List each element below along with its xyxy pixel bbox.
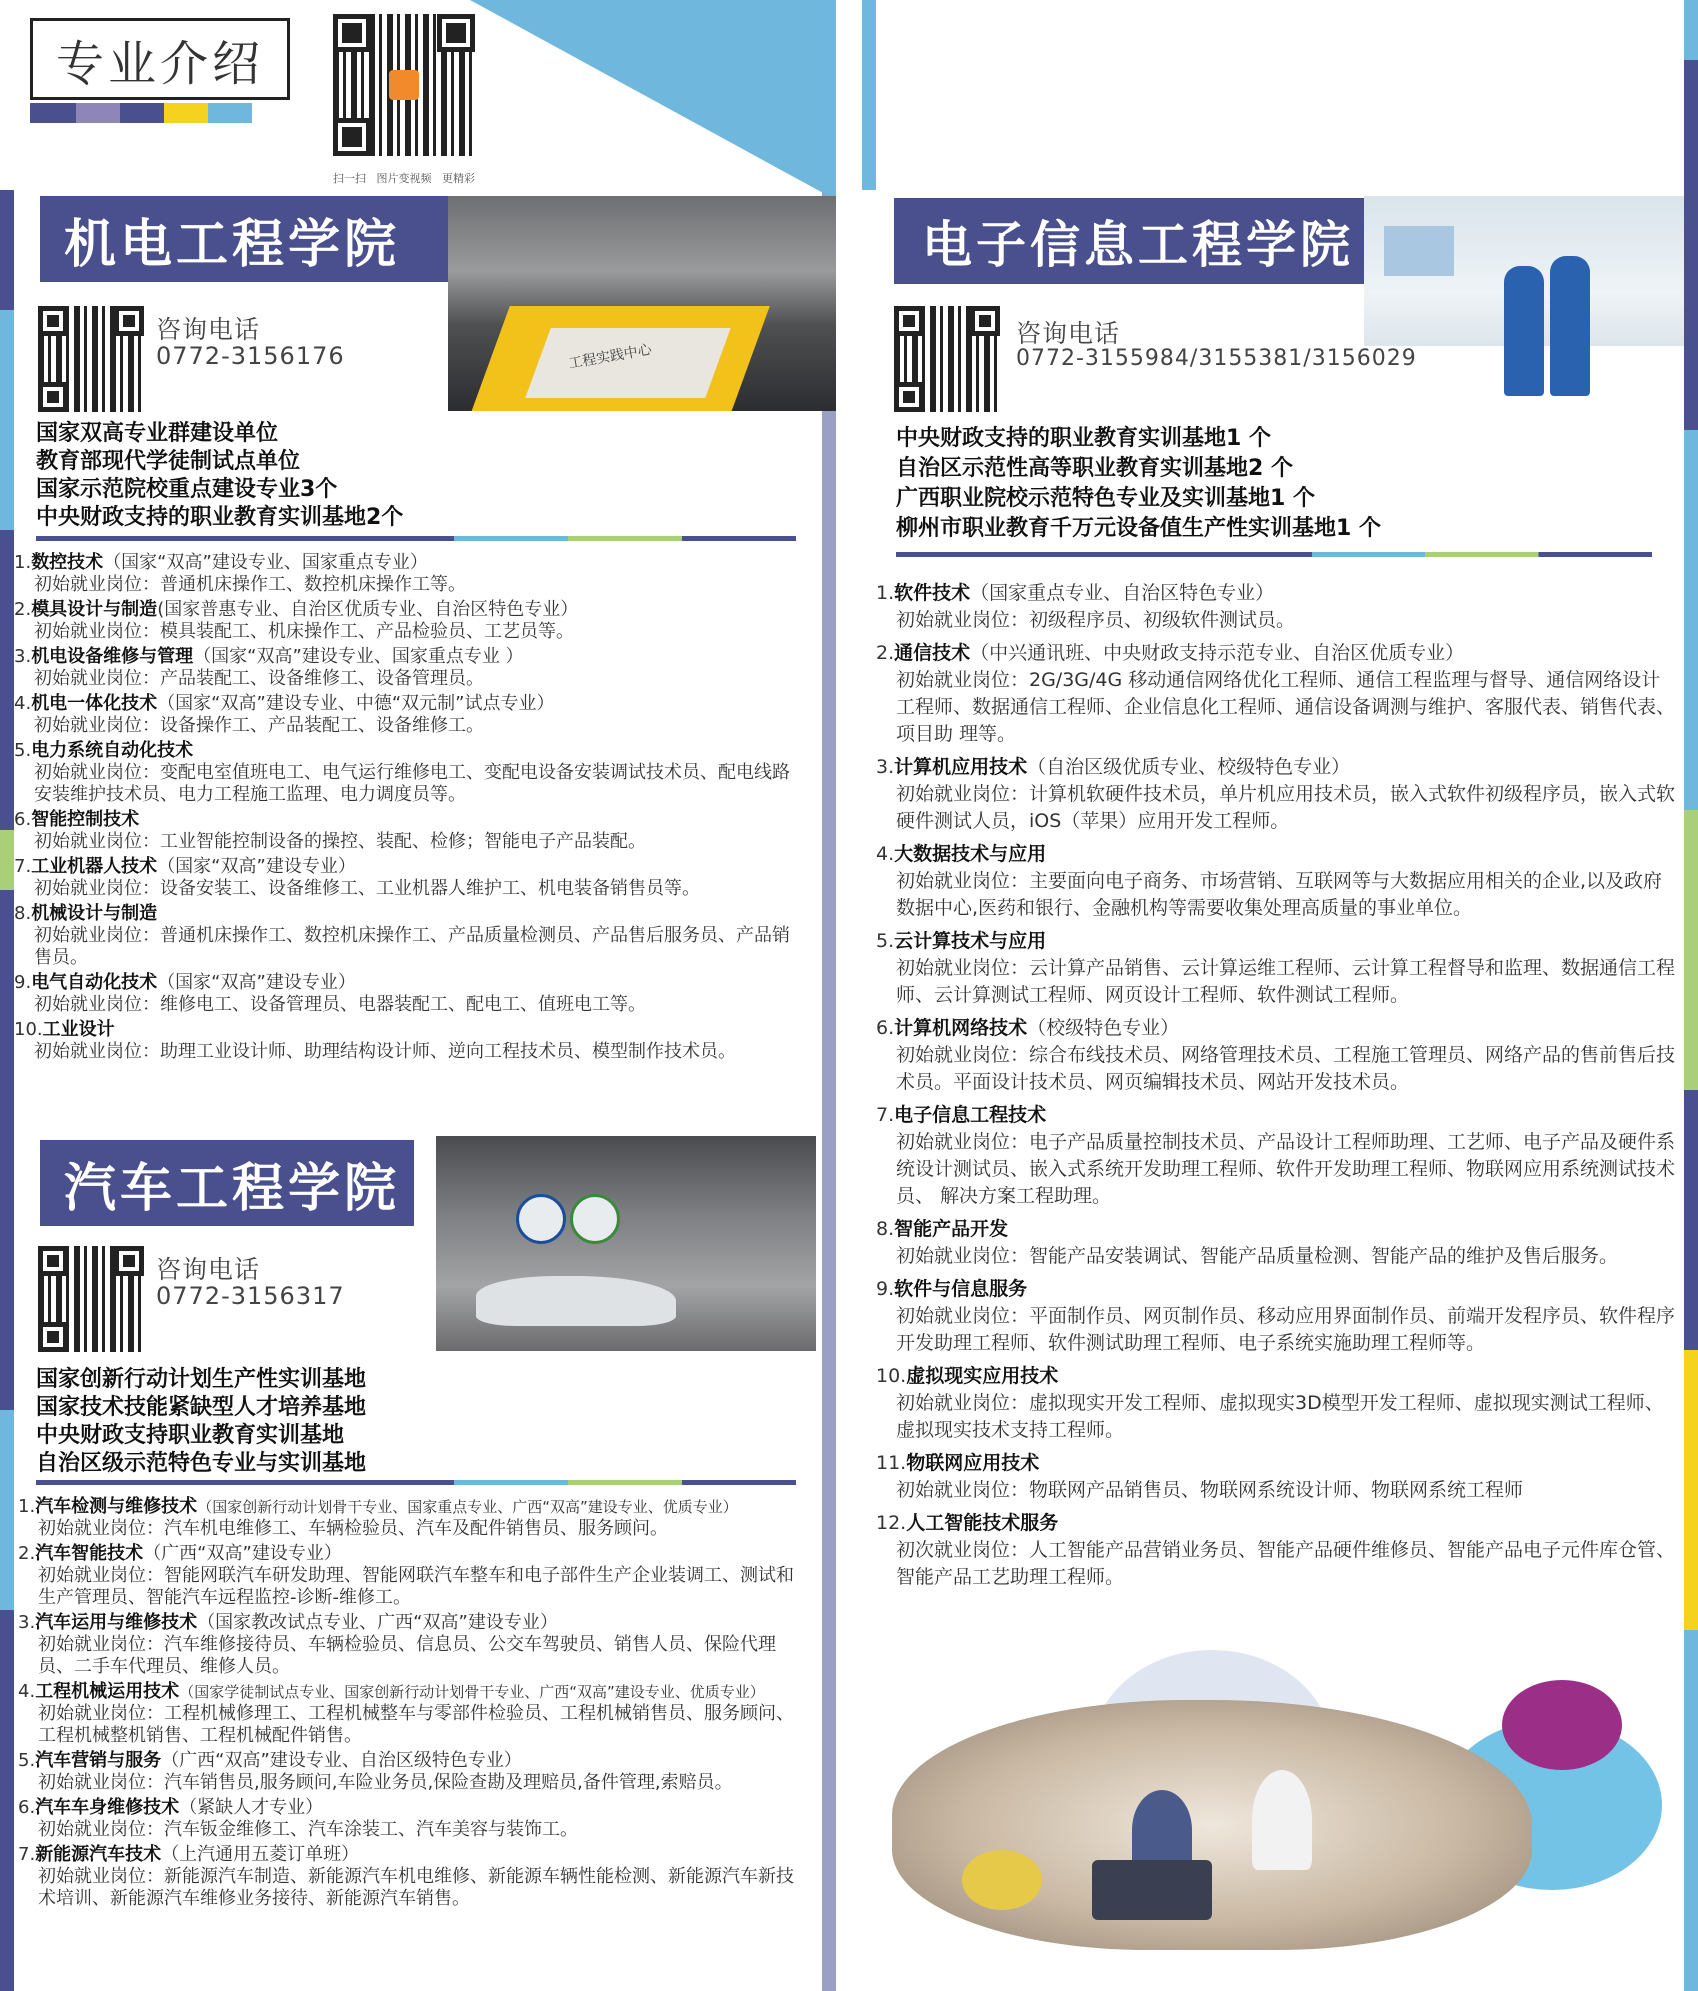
photo-sign: 工程实践中心 <box>567 341 653 373</box>
edge-stripe <box>1684 60 1698 430</box>
program-name: 新能源汽车技术 <box>35 1844 162 1865</box>
program-item <box>14 809 804 853</box>
video-qr-code[interactable] <box>333 14 475 156</box>
skoda-logo-icon <box>570 1194 620 1244</box>
left-column <box>0 0 836 1991</box>
program-item <box>18 1612 808 1678</box>
program-note: （紧缺人才专业） <box>179 1797 324 1818</box>
program-jobs: 初始就业岗位：虚拟现实开发工程师、虚拟现实3D模型开发工程师、虚拟现实测试工程师、虚拟现实技术支持工程师。 <box>896 1392 1664 1441</box>
edge-stripe <box>862 0 876 190</box>
program-item <box>18 1543 808 1609</box>
program-name: 电气自动化技术 <box>31 972 158 993</box>
program-note: （国家“双高”建设专业、国家重点专业） <box>103 552 428 573</box>
program-note: （中兴通讯班、中央财政支持示范专业、自治区优质专业） <box>970 642 1465 664</box>
edge-stripe <box>822 190 836 1991</box>
program-note: （国家教改试点专业、广西“双高”建设专业） <box>197 1612 558 1633</box>
photo-screen <box>1384 226 1454 276</box>
program-item <box>876 1510 1676 1591</box>
edge-stripe <box>0 830 14 890</box>
photo-person <box>1550 256 1590 396</box>
color-bar <box>76 103 120 123</box>
program-name: 软件与信息服务 <box>894 1278 1028 1300</box>
program-number: 2. <box>14 599 32 620</box>
program-name: 工业机器人技术 <box>31 856 158 877</box>
program-number: 7. <box>14 856 32 877</box>
highlight-item: 柳州市职业教育千万元设备值生产性实训基地1 个 <box>896 516 1381 541</box>
program-heading <box>14 552 804 574</box>
program-heading <box>14 1019 804 1041</box>
program-item <box>876 1216 1676 1270</box>
program-number: 9. <box>14 972 32 993</box>
qiche-college-title: 汽车工程学院 <box>40 1140 414 1226</box>
edge-stripe <box>0 530 14 830</box>
program-name: 模具设计与制造 <box>31 599 158 620</box>
program-name: 通信技术 <box>894 642 971 664</box>
photo-person <box>1252 1770 1312 1870</box>
program-item <box>14 856 804 900</box>
program-jobs: 初始就业岗位：2G/3G/4G 移动通信网络优化工程师、通信工程监理与督导、通信网络设计工程师、数据通信工程师、企业信息化工程师、通信设备调测与维护、客服代表、销售代表、项目助 理等。 <box>896 669 1676 745</box>
program-item <box>14 972 804 1016</box>
program-note: （国家重点专业、自治区特色专业） <box>970 582 1275 604</box>
program-note: （国家“双高”建设专业） <box>157 972 356 993</box>
program-number: 3. <box>18 1612 36 1633</box>
dianzi-photo <box>1364 196 1684 411</box>
qiche-program-list <box>18 1496 808 1913</box>
program-name: 汽车运用与维修技术 <box>35 1612 198 1633</box>
program-number: 1. <box>14 552 32 573</box>
program-jobs: 初始就业岗位：普通机床操作工、数控机床操作工、产品质量检测员、产品售后服务员、产品销售员。 <box>34 925 790 968</box>
edge-stripe <box>0 1610 14 1991</box>
program-jobs: 初始就业岗位：汽车钣金维修工、汽车涂装工、汽车美容与装饰工。 <box>38 1819 578 1840</box>
program-name: 智能产品开发 <box>894 1218 1009 1240</box>
dianzi-phone-label: 咨询电话 <box>1016 319 1121 348</box>
edge-stripe <box>1684 1630 1698 1991</box>
edge-stripe <box>1684 810 1698 1090</box>
program-number: 5. <box>14 740 32 761</box>
program-heading <box>876 1102 1676 1129</box>
program-item <box>14 599 804 643</box>
edge-stripe <box>1684 1350 1698 1630</box>
program-item <box>876 754 1676 835</box>
section-divider <box>896 552 1652 557</box>
program-jobs: 初始就业岗位：云计算产品销售、云计算运维工程师、云计算工程督导和监理、数据通信工程 师、云计算测试工程师、网页设计工程师、软件测试工程师。 <box>896 957 1676 1006</box>
program-name: 汽车智能技术 <box>35 1543 144 1564</box>
program-name: 机电设备维修与管理 <box>31 646 194 667</box>
dianzi-college-title: 电子信息工程学院 <box>894 198 1372 284</box>
program-note: （自治区级优质专业、校级特色专业） <box>1027 756 1351 778</box>
gutter <box>836 0 862 1991</box>
program-jobs: 初始就业岗位：模具装配工、机床操作工、产品检验员、工艺员等。 <box>34 621 574 642</box>
program-name: 云计算技术与应用 <box>894 930 1047 952</box>
photo-person <box>1504 266 1544 396</box>
program-name: 物联网应用技术 <box>906 1452 1040 1474</box>
program-number: 8. <box>14 903 32 924</box>
program-name: 电力系统自动化技术 <box>31 740 194 761</box>
edge-stripe <box>0 890 14 1410</box>
program-heading <box>18 1797 808 1819</box>
photo-flowers <box>962 1850 1042 1910</box>
program-item <box>14 552 804 596</box>
program-jobs: 初始就业岗位：计算机软硬件技术员，单片机应用技术员，嵌入式软件初级程序员，嵌入式软 硬件测试人员，iOS（苹果）应用开发工程师。 <box>896 783 1676 832</box>
program-heading <box>876 1276 1676 1303</box>
program-heading <box>876 580 1676 607</box>
program-number: 4. <box>18 1681 36 1702</box>
program-number: 9. <box>876 1278 895 1300</box>
program-number: 6. <box>18 1797 36 1818</box>
program-item <box>876 1450 1676 1504</box>
program-heading <box>876 1450 1676 1477</box>
students-photo <box>892 1700 1532 1950</box>
program-name: 人工智能技术服务 <box>906 1512 1059 1534</box>
car-shape <box>476 1276 676 1326</box>
program-jobs: 初始就业岗位：电子产品质量控制技术员、产品设计工程师助理、工艺师、电子产品及硬件系 统设计测试员、嵌入式系统开发助理工程师、软件开发助理工程师、物联网应用系统测试技术员、 解决方案工程助理。 <box>896 1131 1676 1207</box>
program-number: 2. <box>876 642 895 664</box>
program-name: 工程机械运用技术 <box>35 1681 180 1702</box>
program-heading <box>14 740 804 762</box>
program-note: （上汽通用五菱订单班） <box>161 1844 360 1865</box>
highlight-item: 中央财政支持的职业教育实训基地2个 <box>36 505 404 530</box>
jidian-photo <box>448 196 836 411</box>
program-heading <box>876 1015 1676 1042</box>
program-name: 汽车车身维修技术 <box>35 1797 180 1818</box>
program-jobs: 初始就业岗位：智能网联汽车研发助理、智能网联汽车整车和电子部件生产企业装调工、测试和生产管理员、智能汽车远程监控-诊断-维修工。 <box>38 1565 794 1608</box>
qiche-photo <box>436 1136 816 1351</box>
jidian-phone-label: 咨询电话 <box>156 315 261 344</box>
section-divider <box>36 536 796 541</box>
dianzi-highlights <box>896 424 1381 544</box>
program-heading <box>876 1216 1676 1243</box>
program-number: 8. <box>876 1218 895 1240</box>
highlight-item: 国家示范院校重点建设专业3个 <box>36 477 338 502</box>
program-heading <box>18 1750 808 1772</box>
qiche-phone: 0772-3156317 <box>156 1282 345 1310</box>
program-item <box>14 903 804 969</box>
program-heading <box>14 856 804 878</box>
program-name: 工业设计 <box>42 1019 115 1040</box>
program-heading <box>18 1612 808 1634</box>
highlight-item: 教育部现代学徒制试点单位 <box>36 449 301 474</box>
program-name: 数控技术 <box>31 552 104 573</box>
program-jobs: 初始就业岗位：平面制作员、网页制作员、移动应用界面制作员、前端开发程序员、软件程序开发助理工程师、软件测试助理工程师、电子系统实施助理工程师等。 <box>896 1305 1676 1354</box>
program-heading <box>14 599 804 621</box>
program-number: 6. <box>14 809 32 830</box>
dianzi-phone: 0772-3155984/3155381/3156029 <box>1016 346 1417 371</box>
highlight-item: 国家双高专业群建设单位 <box>36 421 279 446</box>
highlight-item: 自治区示范性高等职业教育实训基地2 个 <box>896 456 1293 481</box>
qiche-qr-code[interactable] <box>38 1246 144 1352</box>
program-note: (国家普惠专业、自治区优质专业、自治区特色专业） <box>157 599 579 620</box>
program-name: 虚拟现实应用技术 <box>906 1365 1059 1387</box>
program-name: 汽车营销与服务 <box>35 1750 162 1771</box>
edge-stripe <box>862 190 876 1991</box>
color-bar <box>30 103 76 123</box>
color-bar <box>208 103 252 123</box>
program-number: 4. <box>876 843 895 865</box>
program-note: （国家“双高”建设专业、中德“双元制”试点专业） <box>157 693 555 714</box>
program-item <box>876 1102 1676 1210</box>
program-number: 5. <box>876 930 895 952</box>
program-number: 4. <box>14 693 32 714</box>
program-heading <box>14 646 804 668</box>
edge-stripe <box>1684 0 1698 60</box>
right-column <box>862 0 1698 1991</box>
qiche-phone-label: 咨询电话 <box>156 1255 261 1284</box>
program-heading <box>876 841 1676 868</box>
program-number: 12. <box>876 1512 907 1534</box>
highlight-item: 自治区级示范特色专业与实训基地 <box>36 1451 367 1476</box>
program-item <box>14 1019 804 1063</box>
program-item <box>18 1750 808 1794</box>
program-jobs: 初始就业岗位：汽车销售员,服务顾问,车险业务员,保险查勘及理赔员,备件管理,索赔员。 <box>38 1772 733 1793</box>
program-name: 大数据技术与应用 <box>894 843 1047 865</box>
program-note: （广西“双高”建设专业） <box>143 1543 342 1564</box>
program-item <box>876 1015 1676 1096</box>
highlight-item: 国家技术技能紧缺型人才培养基地 <box>36 1395 367 1420</box>
edge-stripe <box>1684 1090 1698 1350</box>
jidian-college-title: 机电工程学院 <box>40 196 450 282</box>
program-number: 7. <box>876 1104 895 1126</box>
program-number: 7. <box>18 1844 36 1865</box>
jidian-phone: 0772-3156176 <box>156 342 345 370</box>
program-heading <box>14 693 804 715</box>
program-number: 3. <box>876 756 895 778</box>
program-item <box>18 1681 808 1747</box>
program-number: 10. <box>14 1019 43 1040</box>
page-title: 专业介绍 <box>30 18 290 100</box>
program-jobs: 初始就业岗位：主要面向电子商务、市场营销、互联网等与大数据应用相关的企业,以及政府数据中心,医药和银行、金融机构等需要收集处理高质量的事业单位。 <box>896 870 1663 919</box>
highlight-item: 中央财政支持职业教育实训基地 <box>36 1423 345 1448</box>
program-item <box>876 640 1676 748</box>
play-icon <box>389 70 419 100</box>
program-note: （国家“双高”建设专业、国家重点专业 ） <box>193 646 524 667</box>
program-number: 2. <box>18 1543 36 1564</box>
program-note: （国家创新行动计划骨干专业、国家重点专业、广西“双高”建设专业、优质专业） <box>197 1498 738 1516</box>
program-item <box>876 580 1676 634</box>
dianzi-qr-code[interactable] <box>894 306 1000 412</box>
program-item <box>876 1276 1676 1357</box>
jidian-program-list <box>14 552 804 1066</box>
program-item <box>18 1844 808 1910</box>
program-jobs: 初始就业岗位：维修电工、设备管理员、电器装配工、配电工、值班电工等。 <box>34 994 646 1015</box>
program-item <box>18 1496 808 1540</box>
program-heading <box>14 972 804 994</box>
highlight-item: 广西职业院校示范特色专业及实训基地1 个 <box>896 486 1315 511</box>
program-name: 智能控制技术 <box>31 809 140 830</box>
program-jobs: 初始就业岗位：设备安装工、设备维修工、工业机器人维护工、机电装备销售员等。 <box>34 878 700 899</box>
vw-logo-icon <box>516 1194 566 1244</box>
program-jobs: 初次就业岗位：人工智能产品营销业务员、智能产品硬件维修员、智能产品电子元件库仓管、智能产品工艺助理工程师。 <box>896 1539 1676 1588</box>
program-name: 机电一体化技术 <box>31 693 158 714</box>
program-jobs: 初始就业岗位：设备操作工、产品装配工、设备维修工。 <box>34 715 484 736</box>
program-name: 汽车检测与维修技术 <box>35 1496 198 1517</box>
program-name: 电子信息工程技术 <box>894 1104 1047 1126</box>
highlight-item: 中央财政支持的职业教育实训基地1 个 <box>896 426 1271 451</box>
program-number: 3. <box>14 646 32 667</box>
program-heading <box>876 754 1676 781</box>
program-number: 10. <box>876 1365 907 1387</box>
program-jobs: 初始就业岗位：产品装配工、设备维修工、设备管理员。 <box>34 668 484 689</box>
program-heading <box>14 903 804 925</box>
jidian-highlights <box>36 420 403 532</box>
program-jobs: 初始就业岗位：物联网产品销售员、物联网系统设计师、物联网系统工程师 <box>896 1479 1524 1501</box>
program-number: 1. <box>876 582 895 604</box>
program-item <box>18 1797 808 1841</box>
photo-laptop <box>1092 1860 1212 1920</box>
program-note: （校级特色专业） <box>1027 1017 1180 1039</box>
jidian-qr-code[interactable] <box>38 306 144 412</box>
program-note: （广西“双高”建设专业、自治区级特色专业） <box>161 1750 522 1771</box>
cloud-decor <box>1502 1680 1622 1770</box>
edge-stripe <box>0 1410 14 1610</box>
program-heading <box>14 809 804 831</box>
program-number: 5. <box>18 1750 36 1771</box>
program-name: 计算机网络技术 <box>894 1017 1028 1039</box>
program-heading <box>876 928 1676 955</box>
program-number: 1. <box>18 1496 36 1517</box>
program-jobs: 初始就业岗位：普通机床操作工、数控机床操作工等。 <box>34 574 466 595</box>
program-jobs: 初始就业岗位：新能源汽车制造、新能源汽车机电维修、新能源车辆性能检测、新能源汽车新技术培训、新能源汽车维修业务接待、新能源汽车销售。 <box>38 1866 794 1909</box>
color-bar <box>120 103 164 123</box>
program-item <box>876 841 1676 922</box>
program-jobs: 初始就业岗位：综合布线技术员、网络管理技术员、工程施工管理员、网络产品的售前售后技 术员。平面设计技术员、网页编辑技术员、网站开发技术员。 <box>896 1044 1676 1093</box>
program-heading <box>18 1844 808 1866</box>
corner-decor <box>470 0 836 200</box>
program-item <box>14 693 804 737</box>
program-note: （国家“双高”建设专业） <box>157 856 356 877</box>
program-jobs: 初始就业岗位：汽车维修接待员、车辆检验员、信息员、公交车驾驶员、销售人员、保险代理 员、二手车代理员、维修人员。 <box>38 1634 776 1677</box>
edge-stripe <box>0 310 14 530</box>
dianzi-program-list <box>876 580 1676 1597</box>
program-item <box>14 646 804 690</box>
qiche-highlights <box>36 1366 366 1478</box>
program-number: 11. <box>876 1452 907 1474</box>
program-heading <box>876 640 1676 667</box>
program-jobs: 初始就业岗位：智能产品安装调试、智能产品质量检测、智能产品的维护及售后服务。 <box>896 1245 1619 1267</box>
program-heading <box>18 1681 808 1703</box>
program-name: 计算机应用技术 <box>894 756 1028 778</box>
program-jobs: 初始就业岗位：工业智能控制设备的操控、装配、检修；智能电子产品装配。 <box>34 831 646 852</box>
photo-panel <box>525 328 730 398</box>
program-heading <box>876 1363 1676 1390</box>
program-item <box>876 928 1676 1009</box>
photo-person <box>1132 1790 1192 1870</box>
program-jobs: 初始就业岗位：工程机械修理工、工程机械整车与零部件检验员、工程机械销售员、服务顾问、工程机械整机销售、工程机械配件销售。 <box>38 1703 794 1746</box>
edge-stripe <box>0 190 14 310</box>
program-heading <box>18 1543 808 1565</box>
program-name: 机械设计与制造 <box>31 903 158 924</box>
section-divider <box>36 1480 796 1485</box>
program-jobs: 初始就业岗位：汽车机电维修工、车辆检验员、汽车及配件销售员、服务顾问。 <box>38 1518 668 1539</box>
program-item <box>876 1363 1676 1444</box>
program-heading <box>18 1496 808 1518</box>
program-number: 6. <box>876 1017 895 1039</box>
program-heading <box>876 1510 1676 1537</box>
highlight-item: 国家创新行动计划生产性实训基地 <box>36 1367 367 1392</box>
program-item <box>14 740 804 806</box>
program-jobs: 初始就业岗位：变配电室值班电工、电气运行维修电工、变配电设备安装调试技术员、配电线路安装维护技术员、电力工程施工监理、电力调度员等。 <box>34 762 790 805</box>
program-jobs: 初始就业岗位：助理工业设计师、助理结构设计师、逆向工程技术员、模型制作技术员。 <box>34 1041 736 1062</box>
program-jobs: 初始就业岗位：初级程序员、初级软件测试员。 <box>896 609 1296 631</box>
program-name: 软件技术 <box>894 582 971 604</box>
edge-stripe <box>1684 430 1698 810</box>
color-bar <box>164 103 208 123</box>
program-note: （国家学徒制试点专业、国家创新行动计划骨干专业、广西“双高”建设专业、优质专业） <box>179 1683 765 1701</box>
qr-caption: 扫一扫 图片变视频 更精彩 <box>333 172 475 185</box>
